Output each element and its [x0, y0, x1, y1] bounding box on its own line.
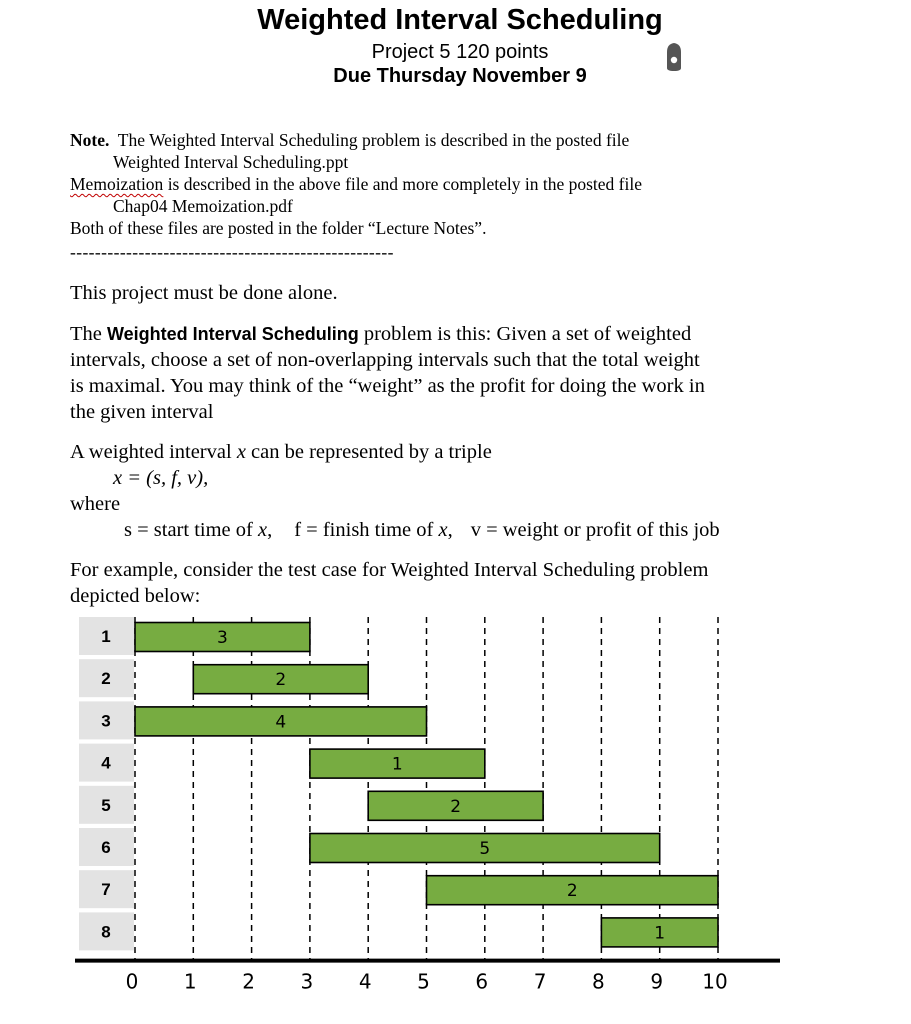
x-tick-label: 6: [475, 969, 489, 994]
cursor-icon: [663, 40, 685, 72]
row-label: 3: [101, 711, 111, 731]
row-label: 5: [101, 795, 111, 815]
row-label: 4: [101, 753, 111, 773]
interval-weight-label: 2: [566, 881, 578, 902]
interval-weight-label: 3: [217, 628, 228, 648]
row-label: 6: [101, 838, 111, 857]
note-line-3: Both of these files are posted in the folder “Lecture Notes”.: [70, 218, 487, 238]
interval-weight-label: 1: [654, 923, 666, 944]
paragraph-1-line-4: the given interval: [70, 401, 214, 423]
due-date: Due Thursday November 9: [333, 65, 587, 87]
def-s-text: s = start time of: [124, 519, 258, 541]
where-text: where: [70, 493, 121, 515]
memoization-word: Memoization: [70, 174, 164, 194]
note-file-1: Weighted Interval Scheduling.ppt: [113, 152, 349, 172]
triple-formula: x = (s, f, v),: [113, 467, 209, 489]
separator-line: ----------------------------------------------------: [70, 242, 394, 262]
def-v: v = weight or profit of this job: [470, 519, 720, 541]
paragraph-1-line-3: is maximal. You may think of the “weight” as the profit for doing the work in: [70, 375, 705, 397]
x-tick-label: 5: [417, 969, 430, 994]
p1-rest: problem is this: Given a set of weighted: [358, 323, 692, 345]
row-label: 8: [101, 922, 111, 942]
alone-text: This project must be done alone.: [70, 282, 338, 304]
x-tick-label: 10: [702, 969, 728, 994]
p2-post: can be represented by a triple: [245, 441, 492, 463]
x-tick-label: 0: [125, 969, 139, 994]
def-s-var: x: [257, 519, 268, 541]
row-label: 2: [101, 669, 111, 689]
project-subtitle: Project 5 120 points: [371, 41, 549, 63]
x-tick-label: 4: [358, 969, 372, 994]
p2-pre: A weighted interval: [70, 441, 237, 463]
x-tick-label: 8: [592, 969, 605, 994]
interval-chart: [0, 600, 911, 1000]
interval-weight-label: 1: [391, 754, 403, 775]
def-s-comma: ,: [267, 519, 273, 541]
row-label: 7: [101, 880, 111, 900]
note-text-1: The Weighted Interval Scheduling problem is described in the posted file: [117, 130, 630, 150]
note-line-2: [70, 174, 642, 195]
x-tick-label: 3: [300, 969, 314, 994]
paragraph-1-line-1: [70, 323, 691, 346]
note-line-1: [70, 130, 629, 151]
x-tick-label: 1: [183, 969, 197, 994]
paragraph-3-line-1: For example, consider the test case for Weighted Interval Scheduling problem: [70, 559, 709, 581]
paragraph-1-line-2: intervals, choose a set of non-overlapping intervals such that the total weight: [70, 349, 700, 371]
p1-bold-term: Weighted Interval Scheduling: [107, 324, 359, 344]
def-s: [124, 519, 272, 541]
definitions-line: [124, 519, 720, 542]
row-label: 1: [101, 627, 111, 646]
interval-weight-label: 4: [275, 712, 287, 733]
def-f-var: x: [438, 519, 448, 541]
note-text-2: is described in the above file and more completely in the posted file: [163, 174, 642, 194]
def-f-comma: ,: [447, 519, 453, 541]
paragraph-2-line-1: [70, 441, 492, 464]
def-f: [294, 519, 452, 541]
interval-weight-label: 5: [479, 839, 491, 859]
def-f-text: f = finish time of: [294, 519, 439, 541]
paragraph-3-line-2: depicted below:: [70, 585, 201, 607]
p2-var: x: [236, 441, 246, 463]
x-tick-label: 9: [650, 969, 664, 994]
x-tick-label: 7: [533, 969, 547, 994]
interval-weight-label: 2: [275, 670, 287, 691]
p1-the: The: [70, 323, 107, 345]
interval-weight-label: 2: [450, 796, 462, 817]
x-tick-label: 2: [242, 969, 255, 994]
note-label: Note.: [70, 130, 110, 150]
note-file-2: Chap04 Memoization.pdf: [113, 196, 293, 216]
page-title: Weighted Interval Scheduling: [257, 4, 663, 36]
